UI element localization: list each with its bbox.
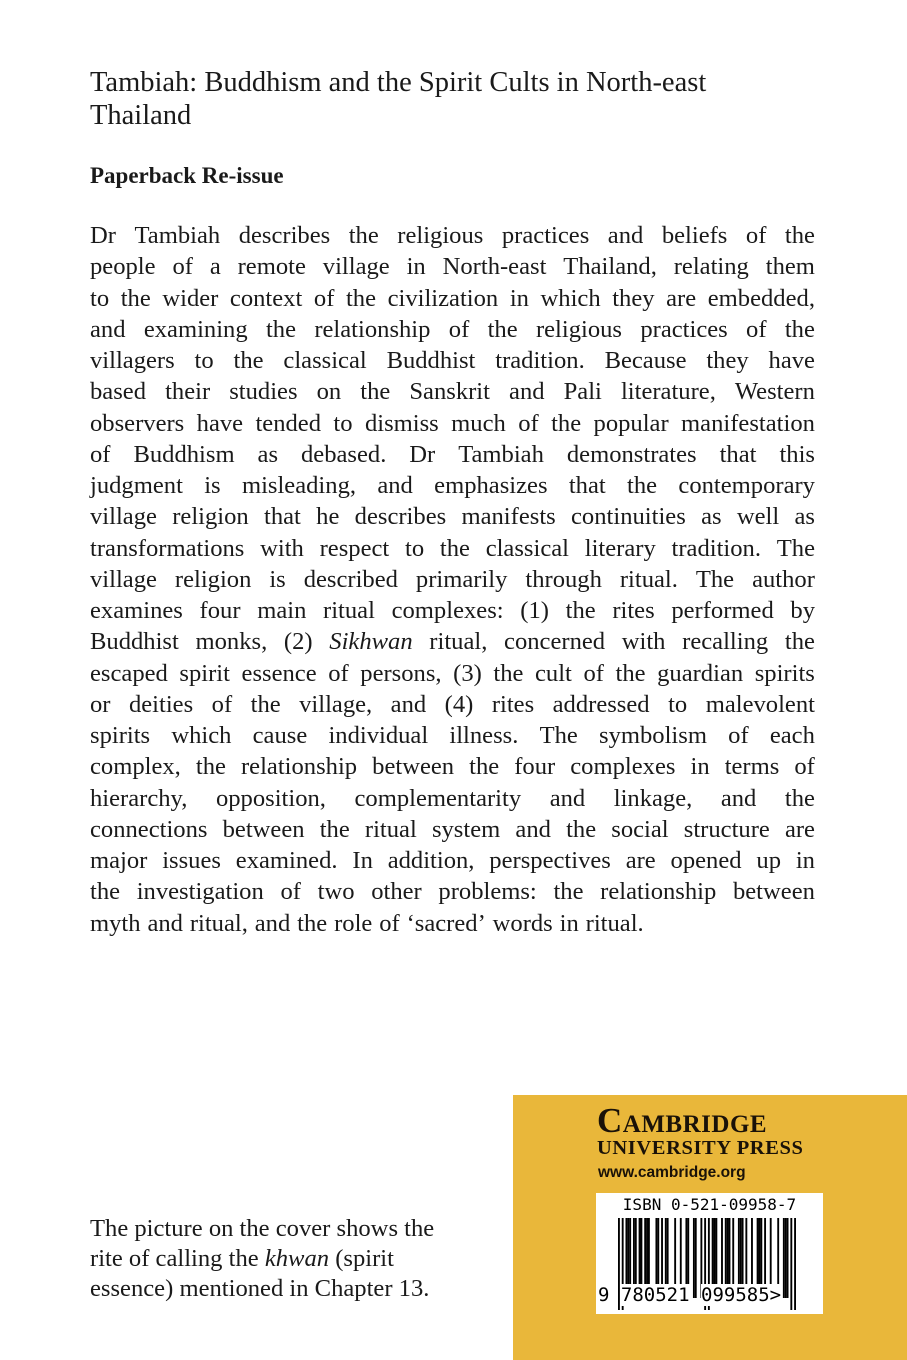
word: between [732,878,815,906]
barcode-bar [794,1218,796,1310]
word: of [172,253,193,281]
word: of [794,753,815,781]
word: which [171,722,232,749]
word: continuities [571,503,686,531]
word: to [194,347,214,374]
word: religious [397,222,484,249]
word: deities [128,690,194,718]
word: hierarchy, [90,784,188,812]
word: demonstrates [566,440,697,468]
word: the [439,534,470,562]
word: village [322,253,390,281]
barcode-bar [787,1218,789,1298]
word: to [90,284,110,312]
description-line [90,220,815,251]
word: Because [604,347,687,374]
word: the [360,378,391,406]
caption-line [90,1244,434,1274]
description-line [90,470,815,501]
description-line [90,908,815,939]
book-title [90,66,820,132]
word: based [90,378,146,406]
word: cult [534,659,572,687]
description-line [90,408,815,439]
word: examining [143,315,248,343]
description-line [90,376,815,407]
word: as [257,440,279,468]
word: Dr [90,222,116,249]
word: village [90,503,157,531]
barcode-bar [783,1218,785,1298]
word: ritual [323,597,375,624]
description-line [90,626,815,657]
word: transformations [90,534,245,562]
word: the [493,659,524,687]
ean-mark: > [769,1284,782,1306]
word: the [469,753,500,781]
word: North-east [442,253,547,281]
word: misleading, [241,472,357,499]
cover-caption [90,1214,434,1304]
edition-subtitle: Paperback Re-issue [90,163,284,188]
word: essence [241,659,317,687]
word: the [297,909,328,937]
word: and [515,815,551,843]
word: recalling [682,628,769,656]
word: wider [162,284,219,312]
word: in [559,909,579,937]
word: primarily [415,565,508,593]
word: two [317,878,355,906]
word: Western [734,378,815,406]
word: is [204,472,221,499]
word: the [627,472,658,499]
word: The [539,722,578,749]
word: investigation [136,878,264,906]
word: the [319,815,350,843]
word: malevolent [705,690,815,718]
caption-line: essence) mentioned in Chapter 13. [90,1275,430,1302]
word: four [199,597,241,624]
word: between [372,753,455,781]
word: Buddhist [90,628,179,656]
isbn-number: ISBN 0-521-09958-7 [622,1195,797,1214]
description-line [90,314,815,345]
word: of [728,722,749,749]
word: Pali [563,378,602,406]
word: studies [229,378,298,406]
word: (3) [453,659,482,687]
word: addition, [387,847,475,874]
word: to [668,690,688,718]
description-line [90,876,815,907]
word: of [518,409,539,437]
word: up [756,847,781,874]
word: villagers [90,347,175,374]
word: problems: [438,878,537,906]
word: in [509,284,529,312]
word: civilization [387,284,499,312]
word: is [269,565,286,593]
word: Buddhist [386,347,476,374]
ean-right: 099585 [701,1284,770,1306]
description-line [90,439,815,470]
word: the [566,815,597,843]
description [90,220,815,939]
word: the [551,409,582,437]
word: well [736,503,780,531]
word: of [328,659,349,687]
word: of [746,315,767,343]
word: the [90,878,121,906]
word: The [695,565,735,593]
word: ritual, [189,909,248,937]
word: context [229,284,303,312]
word: them [765,253,815,281]
word: religious [535,315,623,343]
word: that [568,472,606,499]
word: by [790,597,815,624]
description-line [90,658,815,689]
word: spirits [754,659,815,687]
word: dismiss [364,409,439,437]
word: much [451,409,506,437]
word: In [352,847,373,874]
word: tradition. [495,347,585,374]
word: literature, [620,378,716,406]
word: tradition. [671,534,761,562]
word: of [379,909,400,937]
word: guardian [657,659,744,687]
word: ritual, [429,628,488,656]
word: Tambiah [458,440,544,468]
word: in [690,753,710,781]
description-line [90,751,815,782]
title-line: Thailand [90,100,192,131]
publisher-logo-sub: UNIVERSITY PRESS [597,1137,804,1159]
publisher-url: www.cambridge.org [598,1164,746,1181]
word: of [448,315,470,343]
word: symbolism [599,722,707,749]
word: monks, [195,628,268,656]
word: with [621,628,666,656]
word: popular [593,409,669,437]
word: and [549,784,586,812]
word: opposition, [215,784,326,812]
word: spirit [179,659,230,687]
word: words [492,909,553,937]
word: religion [174,565,252,593]
word: examined. [235,847,338,874]
title-line: Tambiah: Buddhism and the Spirit Cults in North-east [90,67,707,98]
word: the [784,315,815,343]
description-line [90,501,815,532]
word: practices [640,315,728,343]
word: (4) [444,690,474,718]
word: judgment [90,472,183,499]
word: and [390,690,427,718]
word: or [90,690,111,718]
word: on [316,378,342,406]
word: cause [252,722,308,749]
word: that [264,503,301,531]
word: the [784,784,815,812]
word: and [254,909,291,937]
ean-digits [598,1284,781,1306]
word: the [565,597,596,624]
word: The [776,534,815,562]
word: practices [501,222,590,249]
word: (2) [283,628,313,656]
word: four [514,753,556,781]
word: with [260,534,304,562]
word: emphasizes [434,472,548,499]
word: remote [237,253,306,281]
word: relating [673,253,749,281]
word: village, [299,690,373,718]
ean-left: 780521 [620,1284,690,1306]
word: examines [90,597,183,624]
word: of [90,440,111,468]
word: complementarity [354,784,522,812]
description-line [90,251,815,282]
word: the [348,222,379,249]
word: to [405,534,425,562]
word: literary [584,534,656,562]
word: through [525,565,602,593]
word: of [583,659,604,687]
word: the [553,878,584,906]
word: the [195,753,226,781]
word: concerned [504,628,606,656]
word: main [257,597,307,624]
word: respect [319,534,390,562]
caption-text: rite of calling the [90,1245,265,1272]
description-line [90,720,815,751]
word: Sanskrit [409,378,490,406]
word: role [334,909,373,937]
word: have [768,347,815,374]
word: are [666,284,697,312]
word: and [377,472,413,499]
word: embedded, [707,284,815,312]
word: people [90,253,156,281]
word: tended [255,409,322,437]
word: rites [612,597,655,624]
word: observers [90,409,185,437]
caption-italic: khwan [264,1245,330,1272]
word: major [90,847,148,874]
word: this [779,440,815,468]
word: that [719,440,757,468]
word: issues [162,847,221,874]
word: Dr [409,440,436,468]
word: described [303,565,398,593]
word: are [784,815,815,843]
word: myth [90,909,141,937]
word: opened [670,847,742,874]
word: Thailand, [563,253,657,281]
word: Tambiah [134,222,221,249]
word: the [784,628,815,656]
word: debased. [300,440,387,468]
word: author [752,565,815,593]
word: they [706,347,749,374]
word: ritual [364,815,417,843]
description-line [90,595,815,626]
word: and [720,784,757,812]
word: spirits [90,722,151,749]
publisher-block [513,1095,907,1360]
word: and [90,315,126,343]
word: classical [485,534,569,562]
word: and [509,378,545,406]
word: describes [354,503,447,531]
word: addressed [552,690,650,718]
caption-text: (spirit [329,1245,394,1272]
word: as [794,503,815,531]
word: a [209,253,221,281]
word: relationship [600,878,717,906]
word: of [211,690,233,718]
ean-first: 9 [598,1284,610,1306]
word: ‘sacred’ [406,909,486,937]
word: complexes [570,753,676,781]
word: of [745,222,767,249]
word: ritual. [585,909,644,937]
word: the [784,222,815,249]
barcode [596,1193,823,1314]
word: complexes: [391,597,504,624]
word: he [316,503,340,531]
word: terms [724,753,780,781]
word: Sikhwan [329,628,413,656]
word: and [607,222,644,249]
word: manifests [461,503,556,531]
word: the [250,690,281,718]
word: persons, [360,659,442,687]
word: village [90,565,157,593]
description-line [90,283,815,314]
word: system [431,815,501,843]
word: relationship [240,753,358,781]
word: in [795,847,815,874]
word: as [701,503,722,531]
word: connections [90,815,208,843]
word: rites [491,690,535,718]
word: Buddhism [133,440,235,468]
word: social [611,815,669,843]
publisher-logo-name: Cambridge [597,1101,768,1140]
word: their [165,378,211,406]
word: beliefs [661,222,728,249]
word: the [487,315,518,343]
word: the [265,315,297,343]
word: the [120,284,151,312]
word: (1) [520,597,549,624]
word: of [313,284,335,312]
description-line [90,345,815,376]
word: to [333,409,353,437]
description-line [90,783,815,814]
word: religion [172,503,249,531]
word: describes [238,222,331,249]
description-line [90,533,815,564]
word: other [371,878,422,906]
word: the [615,659,646,687]
caption-line: The picture on the cover shows the [90,1215,435,1242]
description-line [90,845,815,876]
word: the [345,284,377,312]
word: structure [683,815,770,843]
word: they [612,284,655,312]
word: performed [671,597,774,624]
word: the [233,347,264,374]
word: which [540,284,601,312]
word: and [147,909,183,937]
word: ritual. [619,565,678,593]
word: of [280,878,301,906]
description-line [90,689,815,720]
word: escaped [90,659,168,687]
word: classical [283,347,367,374]
word: are [625,847,656,874]
word: complex, [90,753,181,781]
word: between [222,815,305,843]
barcode-bar [785,1218,787,1298]
word: illness. [449,722,519,749]
word: have [196,409,244,437]
barcode-bar [790,1218,792,1310]
word: manifestation [681,409,815,437]
word: individual [328,722,429,749]
word: perspectives [489,847,611,874]
word: contemporary [678,472,815,499]
word: in [406,253,426,281]
word: linkage, [613,784,693,812]
word: relationship [314,315,431,343]
description-line [90,814,815,845]
word: each [769,722,815,749]
description-line [90,564,815,595]
